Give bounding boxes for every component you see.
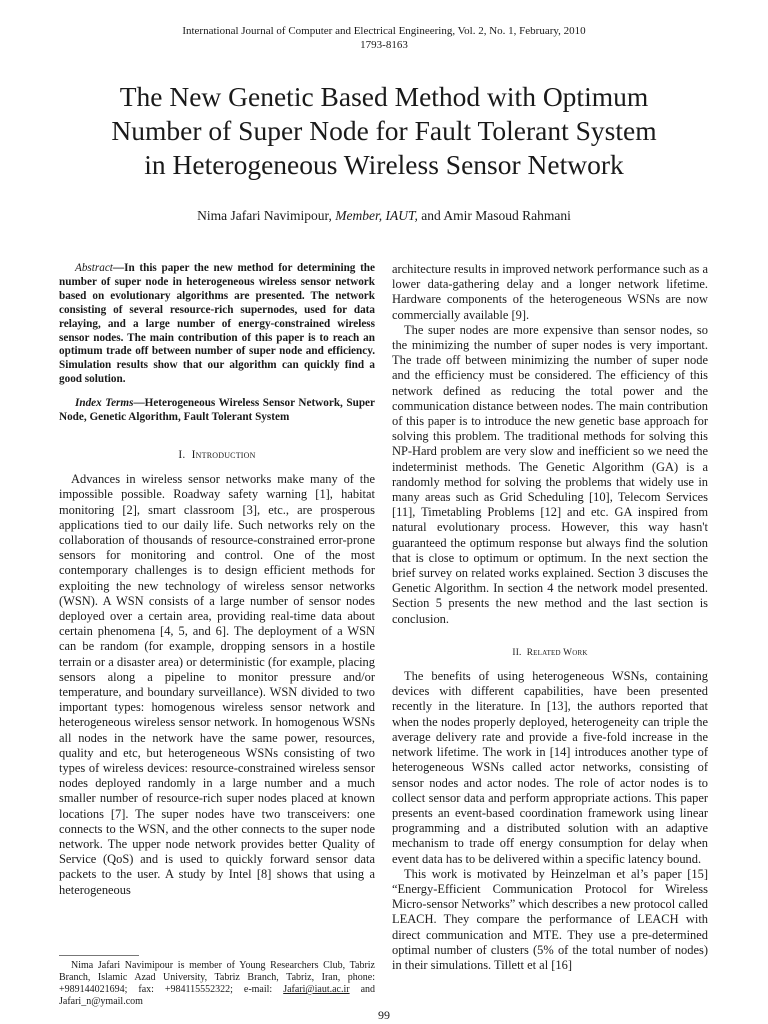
section-1-heading — [59, 448, 375, 463]
left-column — [59, 262, 375, 898]
footnote-and: and — [360, 984, 376, 995]
intro-paragraph-1: Advances in wireless sensor networks make many of the impossible possible. Roadway safety warning [1], habitat monitoring [2], smart classroom [3], etc., are prosperous applications tied to our daily life. Such networks rely on the collaboration of thousands of resource-constrained error-prone sensors for monitoring and control. One of the most contemporary challenges is to design efficient methods for exploiting the new technology of wireless sensor networks (WSN). A WSN consists of a large number of sensor nodes deployed over a certain area, providing real-time data about certain phenomena [4, 5, and 6]. The deployment of a WSN can be random (for example, dropping sensors in a hostile terrain or a disaster area) or deterministic (for example, placing sensors along a pipeline to monitor pressure and/or temperature, and boundary surveillance). WSN divided to two important types: homogenous wireless sensor network and heterogeneous wireless sensor network. In homogenous WSNs all nodes in the network have the same power, resources, quality and etc, but heterogeneous WSNs consisting of two types of wireless devices: resource-constrained wireless sensor nodes deployed randomly in a large number and a much smaller number of resource-rich super nodes placed at known locations [7]. The super nodes have two transceivers: one connects to the WSN, and the other connects to the super node network. The upper node network provides better Quality of Service (QoS) and is used to quickly forward sensor data packets to the user. A study by Intel [8] shows that using a heterogeneous — [59, 472, 375, 897]
section-2-heading — [392, 646, 708, 661]
title-line-3: in Heterogeneous Wireless Sensor Network — [144, 149, 624, 180]
section-1-title: Introduction — [191, 448, 256, 461]
related-work-paragraph-1: The benefits of using heterogeneous WSNs, containing devices with different capabilities, have been presented recently in the literature. In [13], the authors reported that when the nodes properly deployed, heterogeneity can triple the average delivery rate and provide a five-fold increase in the network lifetime. The work in [14] introduces another type of heterogeneous WSNs called actor networks, consisting of sensor nodes and actor nodes. The role of actor nodes is to collect sensor data and perform appropriate actions. This paper presents an event-based coordination framework using linear programming and a distributed solution with an adaptive mechanism to trade off energy consumption for delay when event data has to be delivered within a specific latency bound. — [392, 669, 708, 866]
section-2-number: II. — [512, 647, 522, 658]
footnote-email-1[interactable]: Jafari@iaut.ac.ir — [283, 984, 350, 995]
footnote-email-2[interactable]: Jafari_n@ymail.com — [59, 996, 143, 1007]
section-1-number: I. — [178, 448, 186, 461]
abstract-text: In this paper the new method for determining the number of super node in heterogeneous wireless sensor network based on evolutionary algorithms are presented. The network consisting of several resource-rich supernodes, used for data relaying, and a large number of energy-constrained wireless sensor nodes. The main contribution of this paper is to reach an optimum trade off between number of super node and efficiency. Simulation results show that our algorithm can quickly find a good solution. — [59, 262, 375, 386]
author-line — [0, 208, 768, 224]
section-2-title: Related Work — [526, 647, 588, 658]
abstract-dash: — — [112, 262, 125, 274]
title-line-1: The New Genetic Based Method with Optimum — [119, 81, 649, 112]
intro-paragraph-2: The super nodes are more expensive than sensor nodes, so the minimizing the number of super nodes is very important. The trade off between minimizing the number of super node and the efficiency must be considered. The efficiency of this network defined as reducing the total power and the communication distance between nodes. The main contribution of this paper is to introduce the new genetic base approach for solving this problem. The traditional methods for solving this NP-Hard problem are very slow and inefficient so we need the indeterminist methods. The Genetic Algorithm (GA) is a randomly method for solving the problems that widely use in many areas such as Grid Scheduling [10], Telecom Services [11], Timetabling Problems [12] and etc. GA inspired from natural evolutionary process. However, this way hasn't guaranteed the optimum response but always find the solution that is close to optimum or optimum. In the next section the brief survey on related works explained. Section 3 discuses the Genetic Algorithm. In section 4 the network model presented. Section 5 presents the new method and the last section is conclusion. — [392, 322, 708, 626]
author-1-affiliation: Member, IAUT, — [335, 208, 418, 223]
index-terms-text: Heterogeneous Wireless Sensor Network, Super Node, Genetic Algorithm, Fault Tolerant System — [59, 397, 375, 424]
intro-paragraph-1-continued: architecture results in improved network performance such as a lower data-gathering delay and a longer network lifetime. Hardware components of the heterogeneous WSNs are now commercially available [9]. — [392, 262, 708, 322]
page-number: 99 — [378, 1008, 390, 1022]
title-line-2: Number of Super Node for Fault Tolerant System — [111, 115, 657, 146]
right-column — [392, 262, 708, 973]
author-2: Amir Masoud Rahmani — [443, 208, 571, 223]
journal-issn: 1793-8163 — [360, 38, 408, 51]
abstract — [59, 262, 375, 387]
journal-citation: International Journal of Computer and Electrical Engineering, Vol. 2, No. 1, February, 2010 — [182, 25, 586, 37]
index-terms — [59, 397, 375, 425]
abstract-label: Abstract — [75, 262, 113, 274]
journal-header — [0, 25, 768, 52]
footnote-text: Nima Jafari Navimipour is member of Young Researchers Club, Tabriz Branch, Islamic Azad University, Tabriz Branch, Tabriz, Iran, phone: +989144021694; fax: +984115552322; e-mail: — [59, 960, 375, 995]
footnote-rule — [59, 955, 139, 956]
author-connector: and — [421, 208, 441, 223]
paper-title — [40, 80, 728, 182]
author-1: Nima Jafari Navimipour, — [197, 208, 332, 223]
related-work-paragraph-2: This work is motivated by Heinzelman et al’s paper [15] “Energy-Efficient Communication Protocol for Wireless Micro-sensor Networks” which describes a new protocol called LEACH. They compare the performance of LEACH with direct communication and MTE. They use a pre-determined optimal number of clusters (5% of the total number of nodes) in their simulations. Tillett et al [16] — [392, 866, 709, 972]
author-footnote — [59, 960, 375, 1008]
index-terms-dash: — — [133, 397, 145, 410]
index-terms-label: Index Terms — [75, 397, 134, 410]
